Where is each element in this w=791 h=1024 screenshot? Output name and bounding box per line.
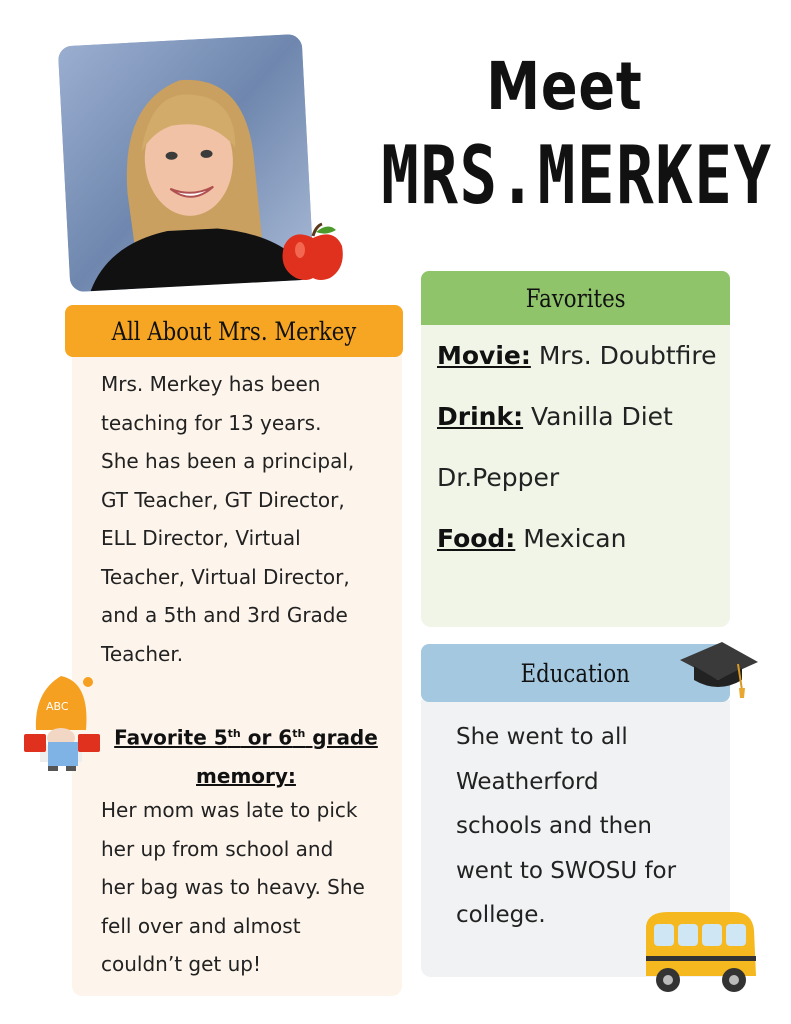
education-line: went to SWOSU for (456, 857, 677, 884)
education-line: college. (456, 902, 546, 928)
about-line: Teacher, Virtual Director, (101, 564, 350, 589)
page-title-meet: Meet (486, 48, 643, 125)
education-line: She went to all (456, 724, 628, 750)
favorite-food: Food: Mexican (437, 524, 627, 553)
memory-line: her bag was to heavy. She (101, 875, 365, 899)
education-line: Weatherford (456, 768, 599, 795)
svg-text:ABC: ABC (46, 700, 69, 713)
memory-line: Her mom was late to pick (101, 798, 358, 822)
memory-line: her up from school and (101, 836, 334, 861)
teacher-portrait-photo (58, 34, 315, 292)
about-heading: All About Mrs. Merkey (111, 316, 357, 346)
page-title-name: MRS.MERKEY (381, 129, 773, 222)
education-heading: Education (520, 658, 631, 688)
about-line: GT Teacher, GT Director, (101, 487, 345, 512)
education-text (456, 715, 716, 938)
about-line: and a 5th and 3rd Grade (101, 603, 348, 627)
gnome-reading-icon (20, 672, 102, 772)
graduation-cap-icon (678, 634, 760, 700)
about-line: teaching for 13 years. (101, 410, 322, 435)
about-line: She has been a principal, (101, 449, 355, 473)
education-line: schools and then (456, 813, 652, 839)
about-line: Teacher. (101, 641, 184, 666)
favorite-drink: Drink: Vanilla Diet (437, 402, 673, 431)
favorites-header (421, 271, 730, 326)
memory-title: Favorite 5th or 6th grade memory: (114, 725, 378, 789)
about-text (101, 365, 391, 673)
about-header (65, 305, 403, 357)
memory-line: couldn’t get up! (101, 952, 261, 976)
favorite-drink-continued: Dr.Pepper (437, 463, 560, 492)
about-line: ELL Director, Virtual (101, 526, 301, 550)
about-line: Mrs. Merkey has been (101, 372, 321, 396)
favorite-movie: Movie: Mrs. Doubtfire (437, 341, 717, 370)
memory-line: fell over and almost (101, 913, 301, 938)
memory-text (101, 791, 391, 984)
school-bus-icon (638, 906, 762, 998)
apple-icon (278, 222, 348, 282)
favorites-heading: Favorites (525, 284, 626, 313)
